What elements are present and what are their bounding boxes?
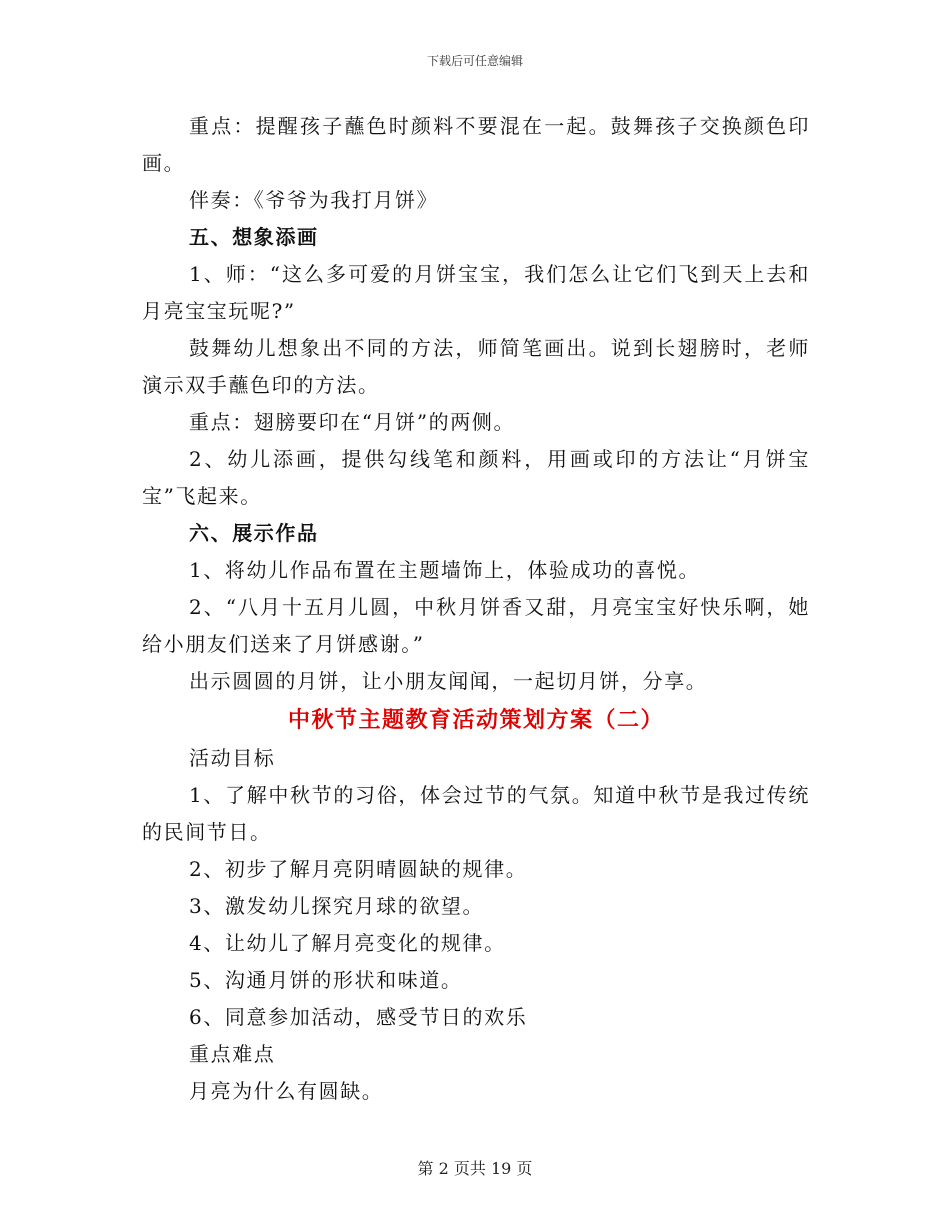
heading-show-works: 六、展示作品 bbox=[189, 521, 319, 545]
paragraph-goal-6: 6、同意参加活动，感受节日的欢乐 bbox=[189, 1005, 528, 1029]
paragraph-key-difficulties: 重点难点 bbox=[189, 1042, 276, 1066]
heading-imagine-draw: 五、想象添画 bbox=[189, 225, 319, 249]
paragraph-arrange-works: 1、将幼儿作品布置在主题墙饰上，体验成功的喜悦。 bbox=[189, 558, 701, 582]
header-note: 下载后可任意编辑 bbox=[426, 54, 523, 68]
paragraph-key-point-wings: 重点：翅膀要印在“月饼”的两侧。 bbox=[189, 410, 516, 434]
paragraph-goal-3: 3、激发幼儿探究月球的欲望。 bbox=[189, 894, 485, 918]
paragraph-teacher-question: 1、师：“这么多可爱的月饼宝宝，我们怎么让它们飞到天上去和月亮宝宝玩呢?” bbox=[142, 262, 810, 323]
paragraph-goal-2: 2、初步了解月亮阴晴圆缺的规律。 bbox=[189, 857, 528, 881]
paragraph-rhyme: 2、“八月十五月儿圆，中秋月饼香又甜，月亮宝宝好快乐啊，她给小朋友们送来了月饼感谢。” bbox=[142, 595, 810, 656]
section-title: 中秋节主题教育活动策划方案（二） bbox=[287, 707, 664, 733]
paragraph-goal-1: 1、了解中秋节的习俗，体会过节的气氛。知道中秋节是我过传统的民间节日。 bbox=[142, 783, 810, 844]
paragraph-encourage-imagine: 鼓舞幼儿想象出不同的方法，师简笔画出。说到长翅膀时，老师演示双手蘸色印的方法。 bbox=[142, 336, 810, 397]
paragraph-key-point-color: 重点：提醒孩子蘸色时颜料不要混在一起。鼓舞孩子交换颜色印画。 bbox=[142, 114, 810, 175]
paragraph-activity-goals: 活动目标 bbox=[189, 746, 276, 770]
paragraph-goal-4: 4、让幼儿了解月亮变化的规律。 bbox=[189, 931, 506, 955]
paragraph-children-draw: 2、幼儿添画，提供勾线笔和颜料，用画或印的方法让“月饼宝宝”飞起来。 bbox=[142, 447, 810, 508]
paragraph-share-mooncake: 出示圆圆的月饼，让小朋友闻闻，一起切月饼，分享。 bbox=[189, 669, 708, 693]
page-footer: 第 2 页共 19 页 bbox=[417, 1159, 533, 1178]
paragraph-goal-5: 5、沟通月饼的形状和味道。 bbox=[189, 968, 463, 992]
paragraph-moon-phases: 月亮为什么有圆缺。 bbox=[189, 1079, 384, 1103]
document-body bbox=[142, 108, 810, 1110]
paragraph-accompaniment: 伴奏：《爷爷为我打月饼》 bbox=[189, 188, 439, 212]
